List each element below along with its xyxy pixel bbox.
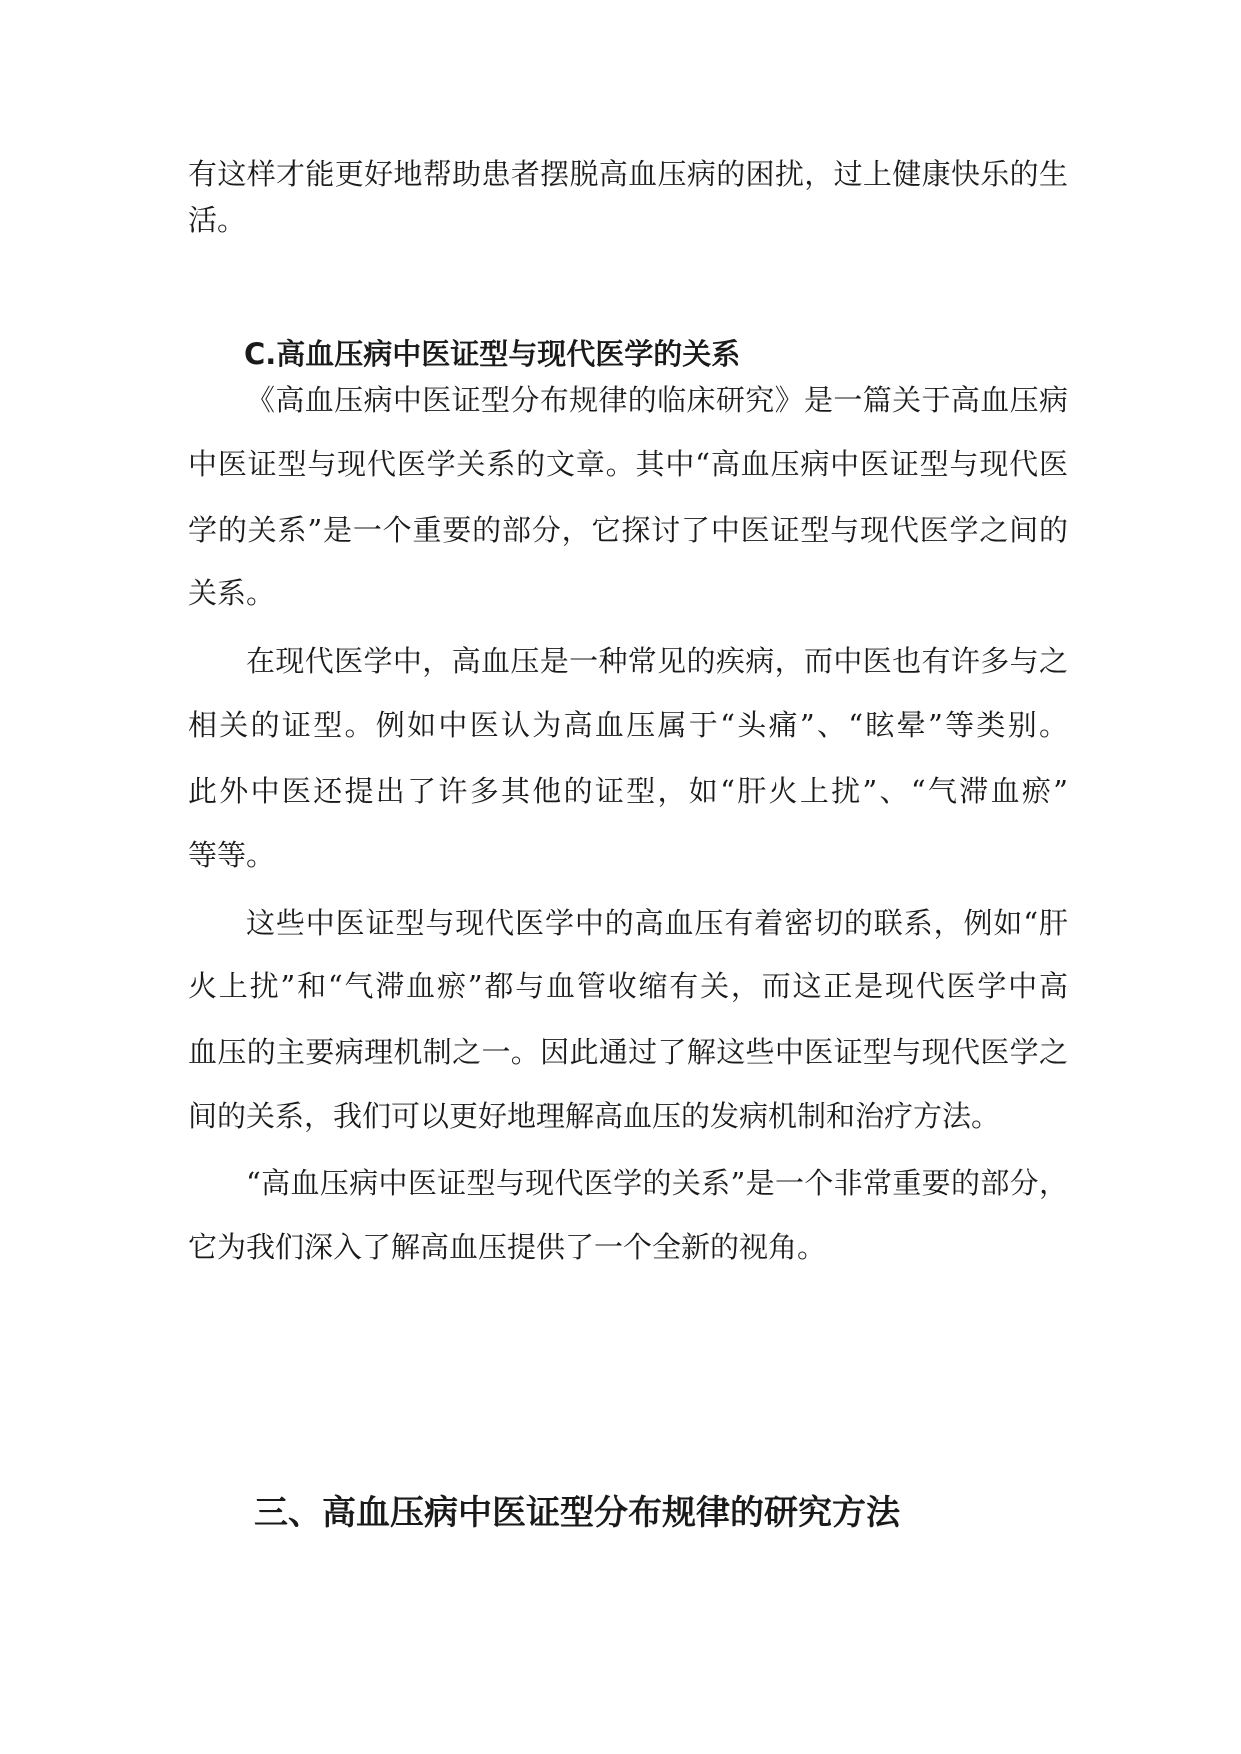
paragraph-line: 《高血压病中医证型分布规律的临床研究》是一篇关于高血压病 <box>246 383 1068 417</box>
paragraph-line: 间的关系，我们可以更好地理解高血压的发病机制和治疗方法。 <box>188 1099 1001 1133</box>
paragraph-line: 活。 <box>188 203 247 237</box>
paragraph-line: 在现代医学中，高血压是一种常见的疾病，而中医也有许多与之 <box>246 644 1068 678</box>
paragraph-line: 这些中医证型与现代医学中的高血压有着密切的联系，例如“肝 <box>246 906 1068 940</box>
chapter-heading: 三、高血压病中医证型分布规律的研究方法 <box>254 1493 900 1533</box>
paragraph-line: 血压的主要病理机制之一。因此通过了解这些中医证型与现代医学之 <box>188 1035 1068 1069</box>
section-heading: C.高血压病中医证型与现代医学的关系 <box>244 337 741 371</box>
paragraph-line: 它为我们深入了解高血压提供了一个全新的视角。 <box>188 1230 827 1264</box>
paragraph-line: 有这样才能更好地帮助患者摆脱高血压病的困扰，过上健康快乐的生 <box>188 157 1068 191</box>
paragraph-line: “高血压病中医证型与现代医学的关系”是一个非常重要的部分， <box>246 1166 1068 1200</box>
paragraph-line: 火上扰”和“气滞血瘀”都与血管收缩有关，而这正是现代医学中高 <box>188 969 1068 1003</box>
paragraph-line: 学的关系”是一个重要的部分，它探讨了中医证型与现代医学之间的 <box>188 513 1068 547</box>
paragraph-line: 中医证型与现代医学关系的文章。其中“高血压病中医证型与现代医 <box>188 447 1068 481</box>
paragraph-line: 等等。 <box>188 838 276 872</box>
paragraph-line: 此外中医还提出了许多其他的证型，如“肝火上扰”、“气滞血瘀” <box>188 774 1068 808</box>
paragraph-line: 关系。 <box>188 576 276 610</box>
paragraph-line: 相关的证型。例如中医认为高血压属于“头痛”、“眩晕”等类别。 <box>188 708 1068 742</box>
